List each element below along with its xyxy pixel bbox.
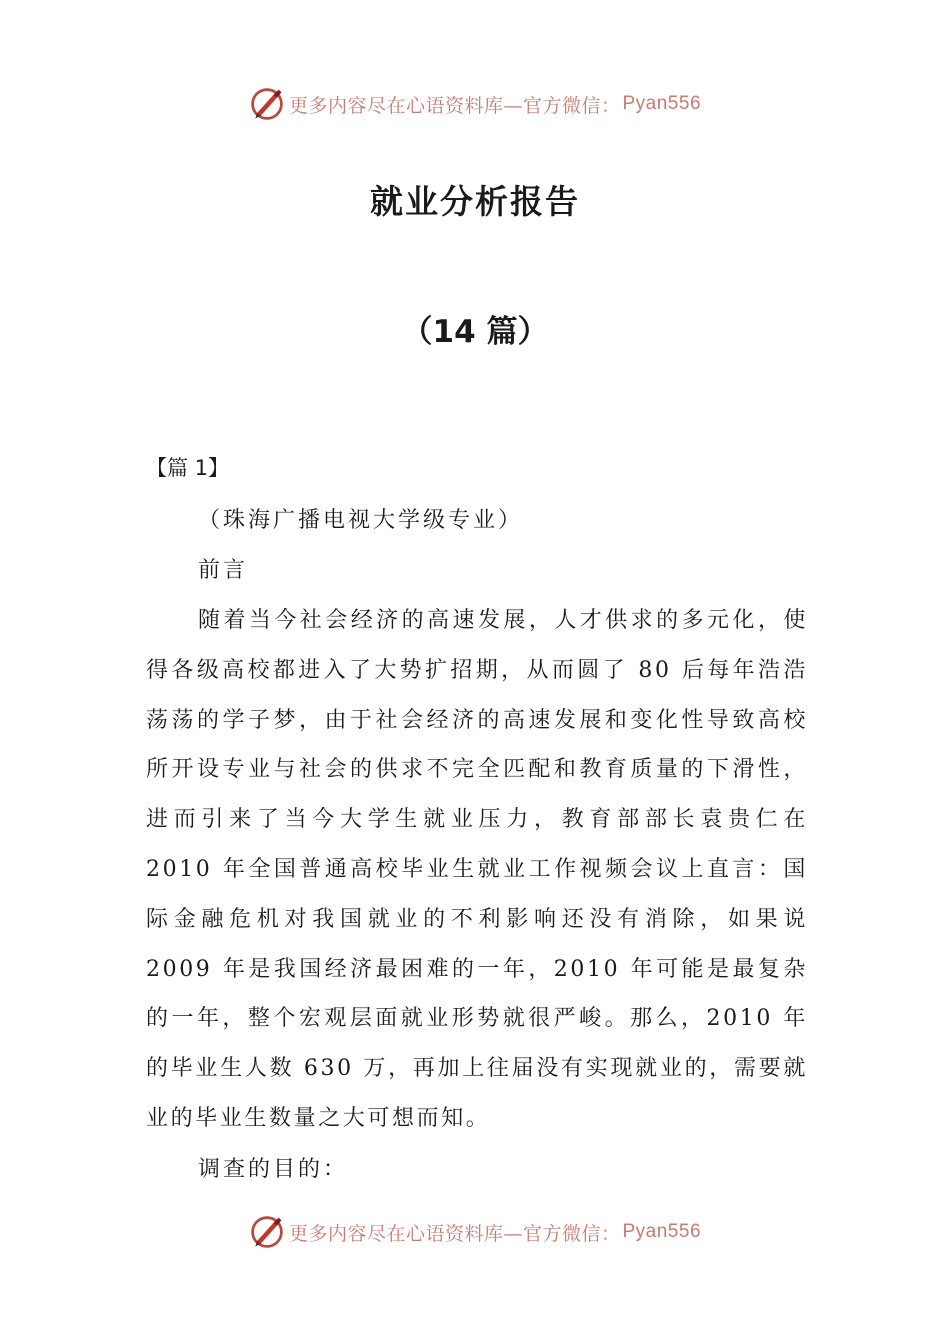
heading-purpose: 调查的目的：	[198, 1157, 349, 1182]
pen-logo-icon	[249, 86, 285, 122]
body-paragraph: 随着当今社会经济的高速发展，人才供求的多元化，使得各级高校都进入了大势扩招期，从而圆了 80 后每年浩浩荡荡的学子梦，由于社会经济的高速发展和变化性导致高校所开设专业与社会的供求不完全匹配和教育质量的下滑性，进而引来了当今大学生就业压力，教育部部长袁贵仁在 2010 年全国普通高校毕业生就业工作视频会议上直言：国际金融危机对我国就业的不利影响还没有消除，如果说 2009 年是我国经济最困难的一年，2010 年可能是最复杂的一年，整个宏观层面就业形势就很严峻。那么，2010 年的毕业生人数 630 万，再加上往届没有实现就业的，需要就业的毕业生数量之大可想而知。	[146, 608, 808, 1131]
banner-wechat-id: Pyan556	[622, 93, 702, 114]
org-line: （珠海广播电视大学级专业）	[198, 508, 524, 533]
footer-banner	[0, 1212, 950, 1252]
section-label: 【篇 1】	[146, 456, 230, 480]
pen-logo-icon	[249, 1214, 285, 1250]
banner-text: 更多内容尽在心语资料库—官方微信：	[288, 1222, 621, 1245]
heading-preface: 前言	[198, 558, 249, 583]
document-title: 就业分析报告	[370, 182, 580, 221]
header-banner	[0, 84, 950, 124]
banner-text: 更多内容尽在心语资料库—官方微信：	[288, 94, 621, 117]
banner-wechat-id: Pyan556	[622, 1221, 702, 1242]
document-subtitle: （14 篇）	[401, 314, 549, 350]
